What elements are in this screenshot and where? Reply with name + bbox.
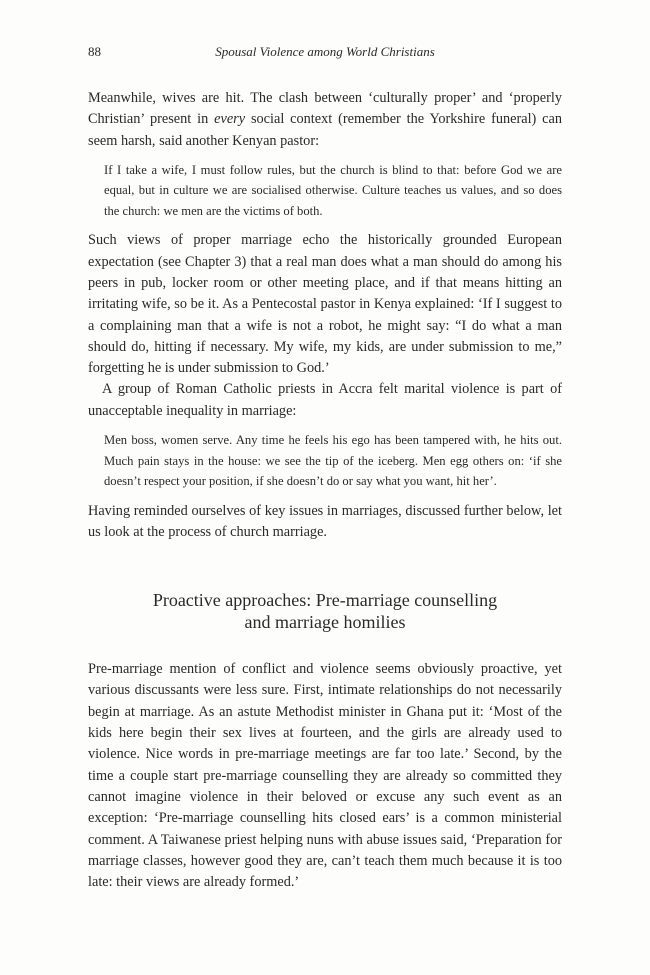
paragraph: Pre-marriage mention of conflict and violence seems obviously proactive, yet various discussants were less sure. First, intimate relationships do not necessarily begin at marriage. As an astute Methodist minister in Ghana put it: ‘Most of the kids here begin their sex lives at fourteen, and the girls are already used to violence. Nice words in pre-marriage meetings are far too late.’ Second, by the time a couple start pre-marriage counselling they are already so committed they cannot imagine violence in their beloved or excuse any such event as an exception: ‘Pre-marriage counselling hits closed ears’ is a common ministerial comment. A Taiwanese priest helping nuns with abuse issues said, ‘Preparation for marriage classes, however good they are, can’t teach them much because it is too late: their views are already formed.’ (88, 661, 562, 891)
paragraph: Meanwhile, wives are hit. The clash between ‘culturally proper’ and ‘properly Christian’ present in every social context (remember the Yorkshire funeral) can seem harsh, said another Kenyan pastor: (88, 90, 563, 149)
section-heading-line: Proactive approaches: Pre-marriage counselling (152, 590, 498, 611)
running-head (88, 44, 562, 62)
paragraph: A group of Roman Catholic priests in Accra felt marital violence is part of unacceptable inequality in marriage: (88, 381, 562, 419)
section-heading (88, 589, 562, 633)
paragraph: Having reminded ourselves of key issues in marriages, discussed further below, let us look at the process of church marriage. (88, 502, 562, 540)
section-heading-line: and marriage homilies (244, 612, 406, 633)
body-text (88, 88, 562, 893)
paragraph: Such views of proper marriage echo the historically grounded European expectation (see Chapter 3) that a real man does what a man should do among his peers in pub, locker room or other meeting place, and if that means hitting an irritating wife, so be it. As a Pentecostal pastor in Kenya explained: ‘If I suggest to a complaining man that a wife is not a robot, he might say: “I do what a man should do, hitting if necessary. My wife, my kids, are under submission to me,” forgetting he is under submission to God.’ (88, 232, 562, 377)
emphasis: every (214, 111, 246, 128)
block-quote: Men boss, women serve. Any time he feels his ego has been tampered with, he hits out. Much pain stays in the house: we see the tip of the iceberg. Men egg others on: ‘if she doesn’t respect your position, if she doesn’t do or say what you want, hit her’. (104, 433, 562, 489)
page-number: 88 (88, 44, 101, 59)
block-quote: If I take a wife, I must follow rules, but the church is blind to that: before God we are equal, but in culture we are socialised otherwise. Culture teaches us values, and so does the church: we men are the victims of both. (104, 162, 562, 218)
running-title: Spousal Violence among World Christians (215, 44, 435, 59)
